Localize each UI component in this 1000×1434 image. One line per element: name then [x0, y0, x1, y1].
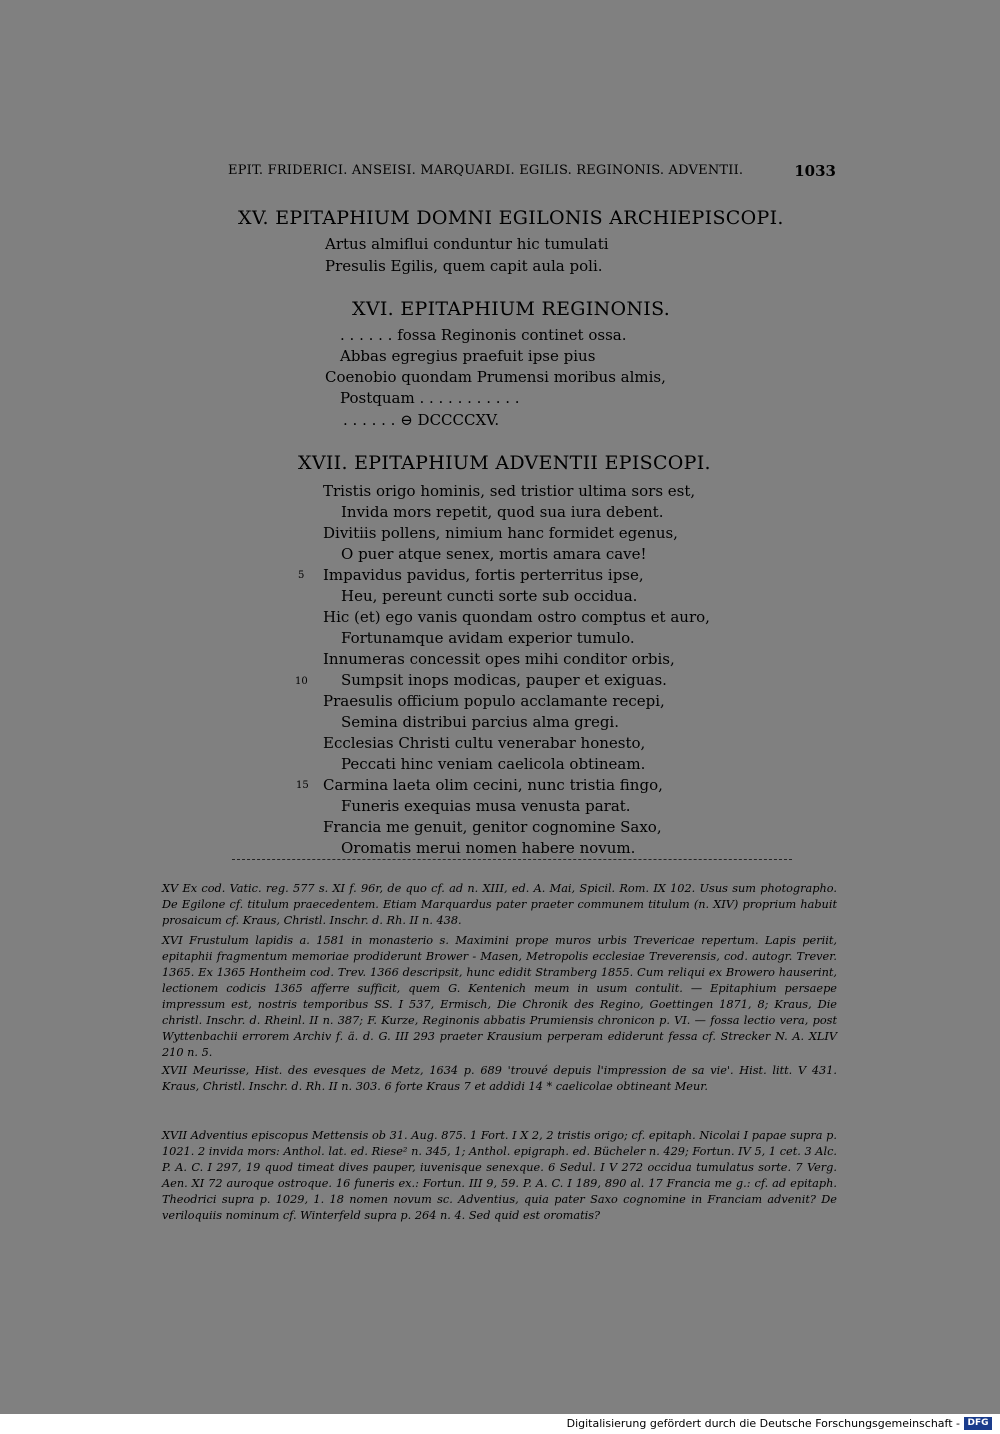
verse-line: Impavidus pavidus, fortis perterritus ipse, [323, 566, 644, 584]
running-title: EPIT. FRIDERICI. ANSEISI. MARQUARDI. EGILIS. REGINONIS. ADVENTII. [228, 163, 744, 178]
funding-notice: Digitalisierung gefördert durch die Deutsche Forschungsgemeinschaft - [566, 1417, 960, 1430]
verse-line: Postquam . . . . . . . . . . . [340, 389, 520, 407]
verse-line: Ecclesias Christi cultu venerabar honesto, [323, 734, 646, 752]
verse-line: Abbas egregius praefuit ipse pius [340, 347, 596, 365]
verse-line: O puer atque senex, mortis amara cave! [341, 545, 647, 563]
apparatus-note-xvii: XVII Meurisse, Hist. des evesques de Metz, 1634 p. 689 'trouvé depuis l'impression de sa vie'. Hist. litt. V 431. Kraus, Christl. Inschr. d. Rh. II n. 303. 6 forte Kraus 7 et addidi 14 * caelicolae obtineant Meur. [162, 1064, 837, 1093]
page-number: 1033 [794, 162, 836, 180]
verse-line: Hic (et) ego vanis quondam ostro comptus et auro, [323, 608, 710, 626]
verse-line: Oromatis merui nomen habere novum. [341, 839, 636, 857]
verse-line: Divitiis pollens, nimium hanc formidet egenus, [323, 524, 678, 542]
footnote-divider [232, 859, 792, 860]
verse-line: Coenobio quondam Prumensi moribus almis, [325, 368, 666, 386]
section-title-xvii: XVII. EPITAPHIUM ADVENTII EPISCOPI. [298, 452, 711, 474]
line-number: 5 [298, 570, 305, 581]
verse-line: Francia me genuit, genitor cognomine Saxo, [323, 818, 662, 836]
verse-line: Presulis Egilis, quem capit aula poli. [325, 257, 603, 275]
verse-line: . . . . . . fossa Reginonis continet ossa. [340, 326, 627, 344]
verse-line: Praesulis officium populo acclamante recepi, [323, 692, 665, 710]
verse-line: . . . . . . ⊖ DCCCCXV. [343, 411, 500, 429]
verse-line: Funeris exequias musa venusta parat. [341, 797, 631, 815]
apparatus-note-xv: XV Ex cod. Vatic. reg. 577 s. XI f. 96r, de quo cf. ad n. XIII, ed. A. Mai, Spicil. Rom. IX 102. Usus sum photographo. De Egilone cf. titulum praecedentem. Etiam Marquardus pater praeter communem titulum (n. XIV) proprium habuit prosaicum cf. Kraus, Christl. Inschr. d. Rh. II n. 438. [162, 882, 837, 927]
running-header [228, 163, 836, 185]
section-title-xvi: XVI. EPITAPHIUM REGINONIS. [352, 298, 671, 320]
verse-line: Carmina laeta olim cecini, nunc tristia fingo, [323, 776, 663, 794]
verse-line: Artus almiflui conduntur hic tumulati [325, 235, 609, 253]
verse-line: Fortunamque avidam experior tumulo. [341, 629, 635, 647]
source-note-xvii: XVII Adventius episcopus Mettensis ob 31. Aug. 875. 1 Fort. I X 2, 2 tristis origo; cf. epitaph. Nicolai I papae supra p. 1021. 2 invida mors: Anthol. lat. ed. Riese² n. 345, 1; Anthol. epigraph. ed. Bücheler n. 429; Fortun. IV 5, 1 cet. 3 Alc. P. A. C. I 297, 19 quod timeat dives pauper, iuvenisque senexque. 6 Sedul. I V 272 occidua tumulatus sorte. 7 Verg. Aen. XI 72 auroque ostroque. 16 funeris ex.: Fortun. III 9, 59. P. A. C. I 189, 890 al. 17 Francia me g.: cf. ad epitaph. Theodrici supra p. 1029, 1. 18 nomen novum sc. Adventius, quia pater Saxo cognomine in Franciam advenit? De veriloquiis nominum cf. Winterfeld supra p. 264 n. 4. Sed quid est oromatis? [162, 1129, 837, 1222]
line-number: 15 [296, 780, 309, 791]
line-number: 10 [295, 676, 308, 687]
footer-bar [0, 1414, 1000, 1434]
verse-line: Heu, pereunt cuncti sorte sub occidua. [341, 587, 638, 605]
verse-line: Innumeras concessit opes mihi conditor orbis, [323, 650, 675, 668]
verse-line: Sumpsit inops modicas, pauper et exiguas. [341, 671, 667, 689]
section-title-xv: XV. EPITAPHIUM DOMNI EGILONIS ARCHIEPISCOPI. [238, 207, 784, 229]
dfg-logo: DFG [964, 1417, 992, 1430]
apparatus-note-xvi: XVI Frustulum lapidis a. 1581 in monasterio s. Maximini prope muros urbis Trevericae repertum. Lapis periit, epitaphii fragmentum memoriae prodiderunt Brower - Masen, Metropolis ecclesiae Treverensis, cod. autogr. Trever. 1365. Ex 1365 Hontheim cod. Trev. 1366 descripsit, hunc edidit Stramberg 1855. Cum reliqui ex Browero hauserint, lectionem codicis 1365 afferre sufficit, quem G. Kentenich meum in usum contulit. — Epitaphium persaepe impressum est, nostris temporibus SS. I 537, Ermisch, Die Chronik des Regino, Goettingen 1871, 8; Kraus, Die christl. Inschr. d. Rheinl. II n. 387; F. Kurze, Reginonis abbatis Prumiensis chronicon p. VI. — fossa lectio vera, post Wyttenbachii errorem Archiv f. ä. d. G. III 293 praeter Krausium perperam ediderunt fessa cf. Strecker N. A. XLIV 210 n. 5. [162, 934, 837, 1059]
verse-line: Tristis origo hominis, sed tristior ultima sors est, [323, 482, 696, 500]
verse-line: Peccati hinc veniam caelicola obtineam. [341, 755, 646, 773]
verse-line: Invida mors repetit, quod sua iura debent. [341, 503, 664, 521]
verse-line: Semina distribui parcius alma gregi. [341, 713, 619, 731]
